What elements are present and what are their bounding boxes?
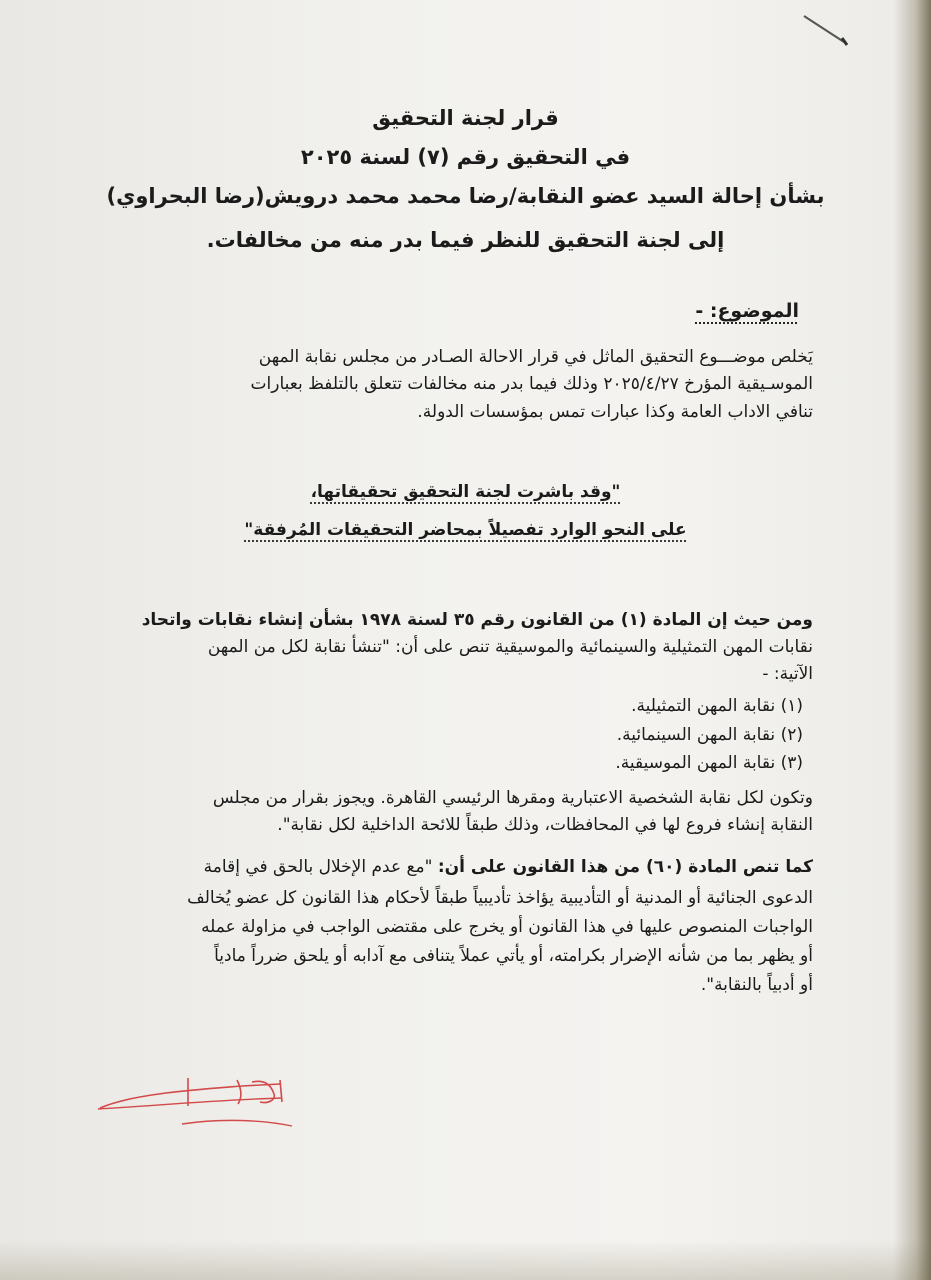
committee-line-1: "وقد باشرت لجنة التحقيق تحقيقاتها، xyxy=(310,482,621,502)
doc-case-number: في التحقيق رقم (٧) لسنة ٢٠٢٥ xyxy=(300,145,631,169)
article60-quote-start: "مع عدم الإخلال بالحق في إقامة xyxy=(203,857,433,877)
handwritten-signature xyxy=(92,1068,302,1138)
article60-line-3: الواجبات المنصوص عليها في هذا القانون أو يخرج على مقتضى الواجب في مزاولة عمله xyxy=(201,917,813,937)
article1-line-1: ومن حيث إن المادة (١) من القانون رقم ٣٥ لسنة ١٩٧٨ بشأن إنشاء نقابات واتحاد xyxy=(141,610,813,630)
article60-lead: كما تنص المادة (٦٠) من هذا القانون على أن: xyxy=(437,857,813,877)
doc-referral-subject: بشأن إحالة السيد عضو النقابة/رضا محمد محمد درويش(رضا البحراوي) xyxy=(106,184,825,208)
subject-line-2: الموسـيقية المؤرخ ٢٠٢٥/٤/٢٧ وذلك فيما بدر منه مخالفات تتعلق بالتلفظ بعبارات xyxy=(250,374,813,394)
subject-line-1: يَخلص موضـــوع التحقيق الماثل في قرار الاحالة الصـادر من مجلس نقابة المهن xyxy=(258,347,813,367)
committee-line-2: على النحو الوارد تفصيلاً بمحاضر التحقيقات المُرفقة" xyxy=(244,520,687,540)
pen-mark-icon xyxy=(800,10,850,50)
article1-item-2: (٢) نقابة المهن السينمائية. xyxy=(616,725,803,745)
subject-label: الموضوع: - xyxy=(695,300,799,322)
article1-item-1: (١) نقابة المهن التمثيلية. xyxy=(631,696,803,716)
article1-line-3: الآتية: - xyxy=(762,664,813,684)
article1-line-5: النقابة إنشاء فروع لها في المحافظات، وذلك طبقاً للائحة الداخلية لكل نقابة". xyxy=(277,815,813,835)
doc-referral-target: إلى لجنة التحقيق للنظر فيما بدر منه من مخالفات. xyxy=(206,228,725,252)
article60-line-5: أو أدبياً بالنقابة". xyxy=(700,975,813,995)
doc-title: قرار لجنة التحقيق xyxy=(372,106,559,130)
subject-line-3: تنافي الاداب العامة وكذا عبارات تمس بمؤسسات الدولة. xyxy=(417,402,813,422)
article1-item-3: (٣) نقابة المهن الموسيقية. xyxy=(615,753,803,773)
article60-line-1 xyxy=(204,857,813,877)
article60-line-4: أو يظهر بما من شأنه الإضرار بكرامته، أو يأتي عملاً يتنافى مع آدابه أو يلحق ضرراً مادياً xyxy=(214,946,813,966)
page-bottom-shadow xyxy=(0,1240,931,1280)
article1-line-2: نقابات المهن التمثيلية والسينمائية والموسيقية تنص على أن: "تنشأ نقابة لكل من المهن xyxy=(207,637,813,657)
article1-line-4: وتكون لكل نقابة الشخصية الاعتبارية ومقرها الرئيسي القاهرة. ويجوز بقرار من مجلس xyxy=(212,788,813,808)
article60-line-2: الدعوى الجنائية أو المدنية أو التأديبية يؤاخذ تأديبياً طبقاً لأحكام هذا القانون كل عضو يُخالف xyxy=(187,888,813,908)
